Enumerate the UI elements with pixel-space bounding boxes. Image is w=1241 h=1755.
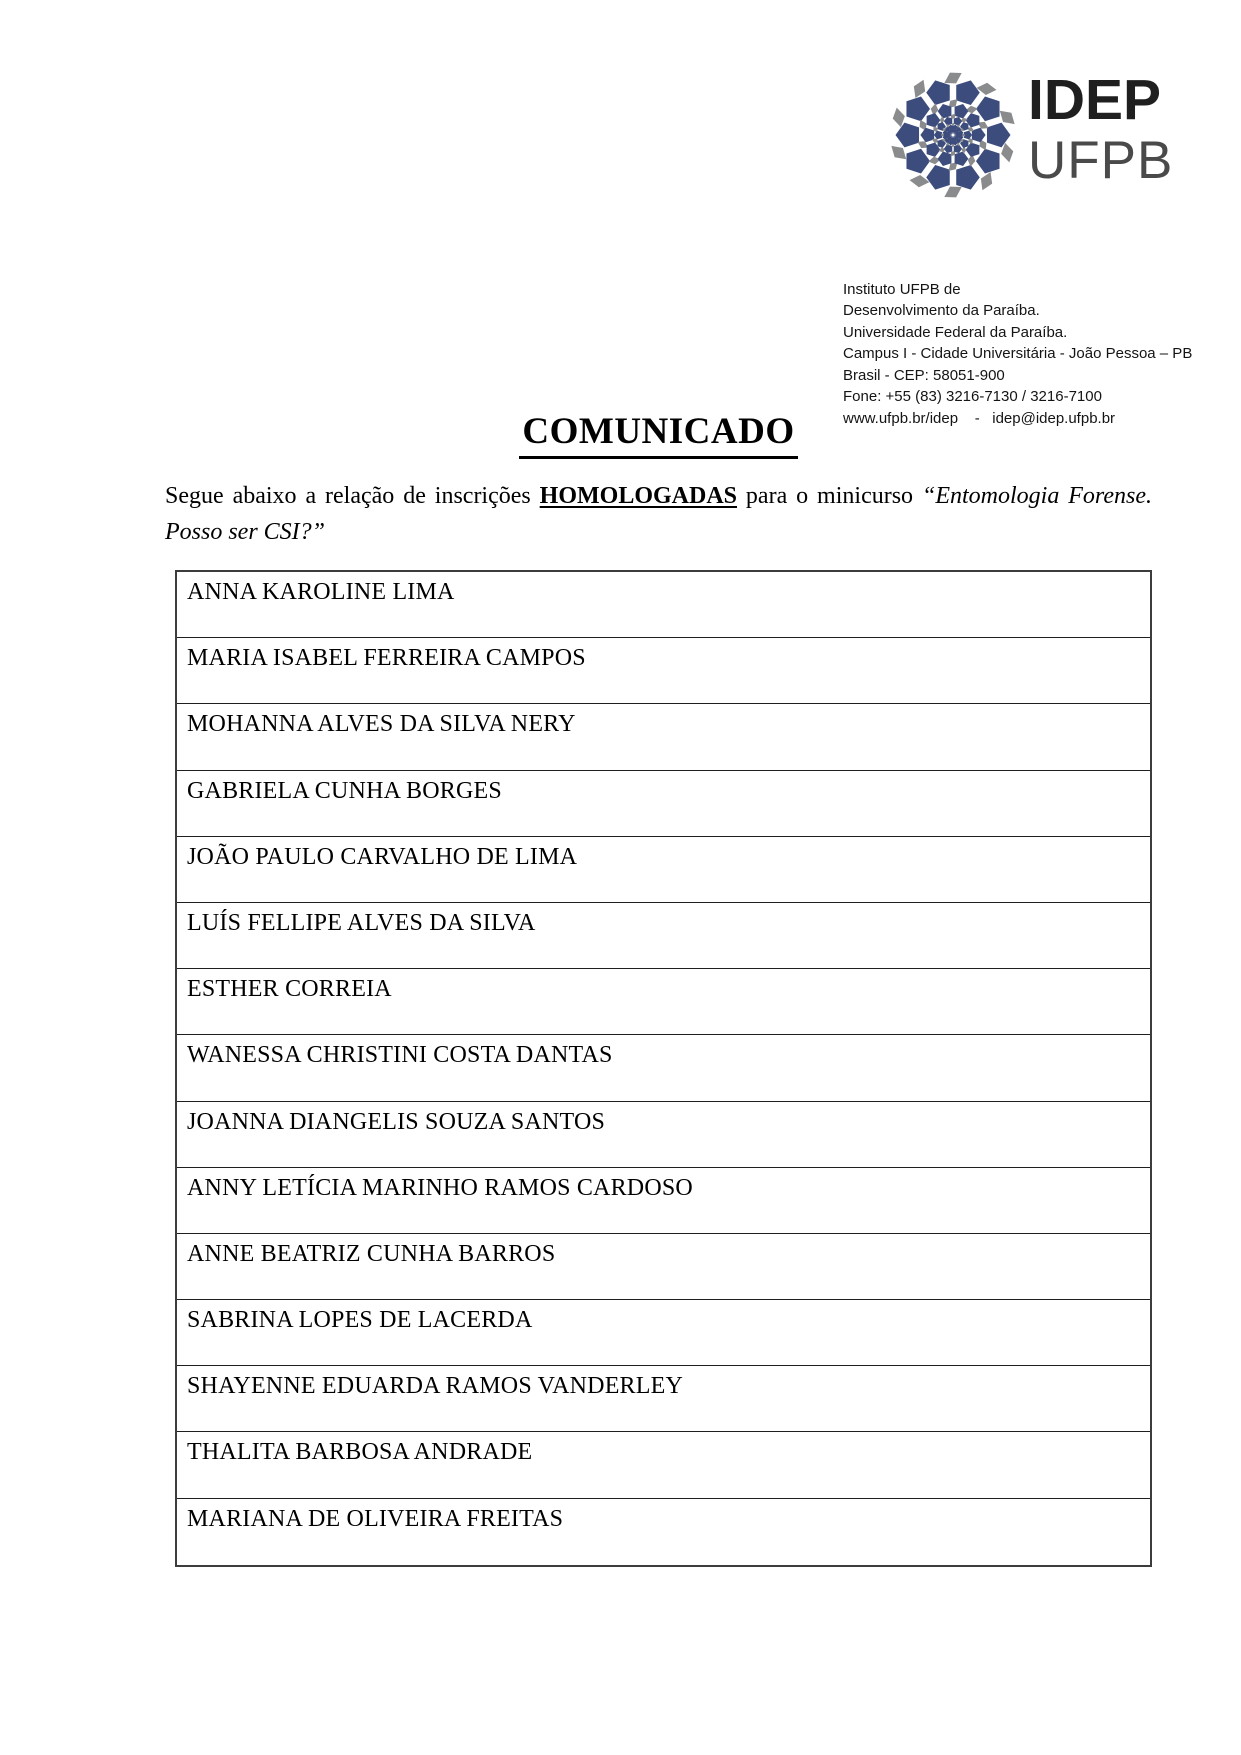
address-line: Brasil - CEP: 58051-900 <box>843 366 1005 384</box>
participant-name: ANNA KAROLINE LIMA <box>187 579 455 605</box>
logo-text-block <box>1028 68 1174 190</box>
title-wrap <box>165 410 1152 459</box>
participant-name: JOANNA DIANGELIS SOUZA SANTOS <box>187 1108 606 1135</box>
address-line: Fone: +55 (83) 3216-7130 / 3216-7100 <box>843 388 1102 405</box>
table-row <box>177 704 1150 770</box>
table-row <box>177 1300 1150 1366</box>
page-title: COMUNICADO <box>519 410 797 459</box>
participant-name: ANNE BEATRIZ CUNHA BARROS <box>187 1240 556 1267</box>
participant-name: MOHANNA ALVES DA SILVA NERY <box>187 711 576 738</box>
approved-names-table <box>175 570 1152 1567</box>
address-line: Desenvolvimento da Paraíba. <box>843 302 1040 319</box>
table-row <box>177 1432 1150 1498</box>
table-row <box>177 1102 1150 1168</box>
table-row <box>177 771 1150 837</box>
homologadas-highlight: HOMOLOGADAS <box>539 483 738 509</box>
participant-name: ESTHER CORREIA <box>187 976 392 1003</box>
table-row <box>177 1168 1150 1234</box>
participant-name: THALITA BARBOSA ANDRADE <box>187 1439 533 1466</box>
participant-name: SABRINA LOPES DE LACERDA <box>187 1307 533 1334</box>
participant-name: JOÃO PAULO CARVALHO DE LIMA <box>187 843 578 870</box>
intro-paragraph <box>165 479 1152 550</box>
intro-text-1: Segue abaixo a relação de inscrições <box>165 483 540 509</box>
participant-name: WANESSA CHRISTINI COSTA DANTAS <box>187 1042 613 1069</box>
participant-name: MARIANA DE OLIVEIRA FREITAS <box>187 1505 564 1532</box>
participant-name: LUÍS FELLIPE ALVES DA SILVA <box>187 909 536 936</box>
address-line: Universidade Federal da Paraíba. <box>843 323 1068 341</box>
participant-name: GABRIELA CUNHA BORGES <box>187 777 502 804</box>
idep-logo-mandala <box>888 70 1018 200</box>
participant-name: MARIA ISABEL FERREIRA CAMPOS <box>187 645 586 672</box>
table-row <box>177 1366 1150 1432</box>
address-line: Campus I - Cidade Universitária - João Pessoa – PB <box>843 345 1193 362</box>
logo-idep-text: IDEP <box>1028 68 1162 132</box>
address-line: www.ufpb.br/idep - idep@idep.ufpb.br <box>843 409 1116 427</box>
table-row <box>177 969 1150 1035</box>
address-line: Instituto UFPB de <box>843 280 961 298</box>
course-title-quote: “Entomologia Forense. Posso ser CSI?” <box>165 483 1152 545</box>
participant-name: SHAYENNE EDUARDA RAMOS VANDERLEY <box>187 1373 684 1400</box>
participant-name: ANNY LETÍCIA MARINHO RAMOS CARDOSO <box>187 1174 693 1201</box>
table-row <box>177 903 1150 969</box>
mandala-flower-icon <box>888 70 1018 200</box>
table-row <box>177 1234 1150 1300</box>
table-row <box>177 1035 1150 1101</box>
table-row <box>177 837 1150 903</box>
table-row <box>177 1499 1150 1565</box>
logo-ufpb-text: UFPB <box>1028 131 1174 190</box>
intro-text-2: para o minicurso <box>737 483 922 509</box>
institution-address-block <box>843 214 1192 429</box>
table-row <box>177 638 1150 704</box>
table-row <box>177 572 1150 638</box>
